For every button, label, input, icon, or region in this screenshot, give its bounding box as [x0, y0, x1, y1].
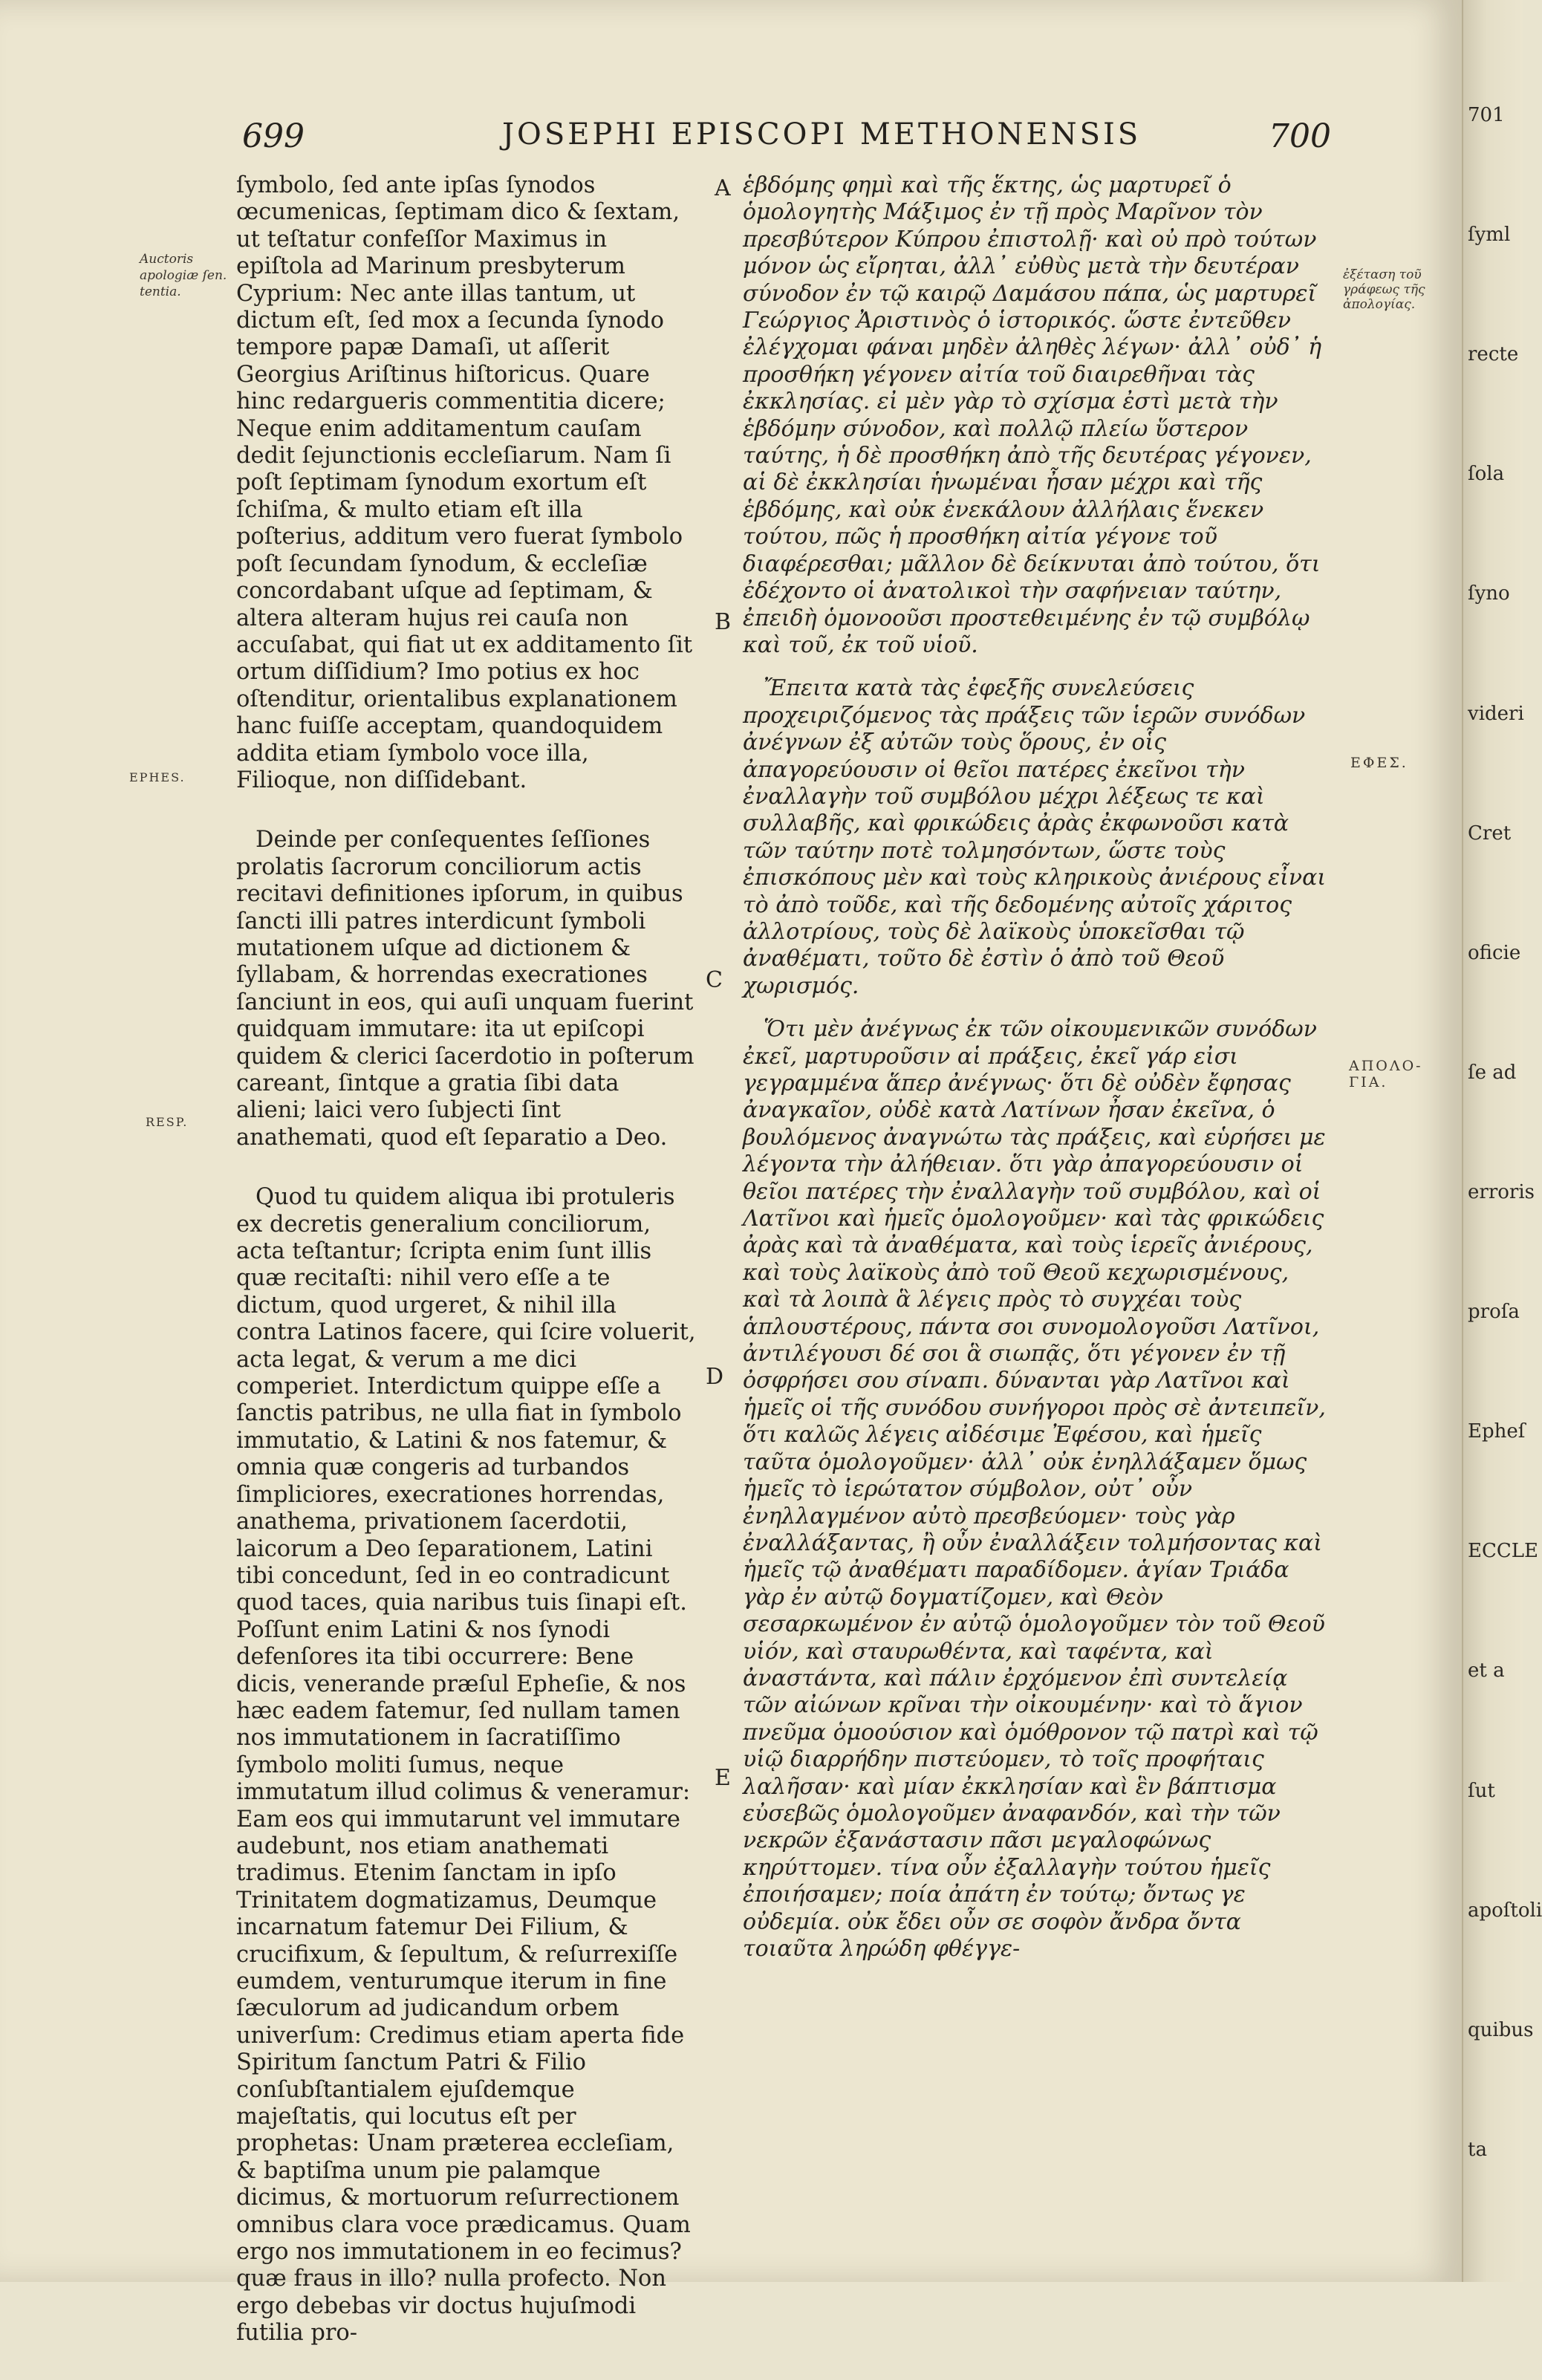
greek-paragraph-3: Ὅτι μὲν ἀνέγνως ἐκ τῶν οἰκουμενικῶν συνόδων ἐκεῖ, μαρτυροῦσιν αἱ πράξεις, ἐκεῖ γάρ εἰσι γεγραμμένα ἅπερ ἀνέγνως· ὅτι δὲ οὐδὲν ἔφησας ἀναγκαῖον, οὐδὲ κατὰ Λατίνων ἦσαν ἐκεῖνα, ὁ βουλόμενος ἀναγνώτω τὰς πράξεις, καὶ εὑρήσει με λέγοντα τὴν ἀλήθειαν. ὅτι γὰρ ἀπαγορεύουσιν οἱ θεῖοι πατέρες τὴν ἐναλλαγὴν τοῦ συμβόλου, καὶ οἱ Λατῖνοι καὶ ἡμεῖς ὁμολογοῦμεν· καὶ τὰς φρικώδεις ἀρὰς καὶ τὰ ἀναθέματα, καὶ τοὺς ἱερεῖς ἀνιέρους, καὶ τοὺς λαϊκοὺς ἀπὸ τοῦ Θεοῦ κεχωρισμένους, καὶ τὰ λοιπὰ ἃ λέγεις πρὸς τὸ συγχέαι τοὺς ἁπλουστέρους, πάντα σοι συνομολογοῦσι Λατῖνοι, ἀντιλέγουσι δέ σοι ἃ σιωπᾷς, ὅτι γέγονεν ἐν τῇ ὀσφρήσει σου σίναπι. δύνανται γὰρ Λατῖνοι καὶ ἡμεῖς οἱ τῆς συνόδου συνήγοροι πρὸς σὲ ἀντειπεῖν, ὅτι καλῶς λέγεις αἰδέσιμε Ἐφέσου, καὶ ἡμεῖς ταῦτα ὁμολογοῦμεν· ἀλλ᾽ οὐκ ἐνηλλάξαμεν ὅμως ἡμεῖς τὸ ἱερώτατον σύμβολον, οὐτ᾽ οὖν ἐνηλλαγμένον αὐτὸ πρεσβεύομεν· τοὺς γὰρ ἐναλλάξαντας, ἢ οὖν ἐναλλάξειν τολμήσοντας καὶ ἡμεῖς τῷ ἀναθέματι παραδίδομεν. ἁγίαν Τριάδα γὰρ ἐν αὐτῷ δογματίζομεν, καὶ Θεὸν σεσαρκωμένον ἐν αὐτῷ ὁμολογοῦμεν τὸν τοῦ Θεοῦ υἱόν, καὶ σταυρωθέντα, καὶ ταφέντα, καὶ ἀναστάντα, καὶ πάλιν ἐρχόμενον ἐπὶ συντελείᾳ τῶν αἰώνων κρῖναι τὴν οἰκουμένην· καὶ τὸ ἅγιον πνεῦμα ὁμοούσιον καὶ ὁμόθρονον τῷ πατρὶ καὶ τῷ υἱῷ διαρρήδην πιστεύομεν, τὸ τοῖς προφήταις λαλῆσαν· καὶ μίαν ἐκκλησίαν καὶ ἓν βάπτισμα εὐσεβῶς ὁμολογοῦμεν ἀναφανδόν, καὶ τὴν τῶν νεκρῶν ἐξανάστασιν πᾶσι μεγαλοφώνως κηρύττομεν. τίνα οὖν ἐξαλλαγὴν τούτου ἡμεῖς ἐποιήσαμεν; ποία ἀπάτη ἐν τούτῳ; ὄντως γε οὐδεμία. οὐκ ἔδει οὖν σε σοφὸν ἄνδρα ὄντα τοιαῦτα ληρώδη φθέγγε-	[743, 1016, 1326, 1962]
running-title: JOSEPHI EPISCOPI METHONENSIS	[502, 117, 1142, 152]
section-marker-b: B	[715, 609, 732, 635]
next-page-fragment: ſe ad	[1468, 1061, 1517, 1084]
next-page-fragment: erroris	[1468, 1181, 1535, 1203]
page-number-left: 699	[242, 117, 305, 155]
margin-note-auctoris: Auctoris apologiæ ſen. tentia.	[140, 252, 227, 299]
section-marker-e: E	[715, 1765, 731, 1791]
next-page-fragment: ſyml	[1468, 224, 1511, 247]
next-page-fragment: proſa	[1468, 1301, 1520, 1324]
latin-paragraph-2: Deinde per conſequentes ſeſſiones prolatis ſacrorum conciliorum actis recitavi definitiones ipſorum, in quibus ſancti illi patres interdicunt ſymboli mutationem uſque ad dictionem & ſyllabam, & horrendas execrationes ſanciunt in eos, qui auſi unquam fuerint quidquam immutare: ita ut epiſcopi quidem & clerici ſacerdotio in poſterum careant, ſintque a gratia ſibi data alieni; laici vero ſubjecti ſint anathemati, quod eſt ſeparatio a Deo.	[236, 827, 694, 1151]
section-marker-a: A	[715, 175, 731, 201]
next-page-fragment: apoſtoli	[1468, 1899, 1542, 1922]
section-marker-c: C	[706, 967, 723, 993]
next-page-fragment: oficie	[1468, 941, 1521, 964]
section-marker-d: D	[706, 1364, 724, 1390]
latin-paragraph-1: ſymbolo, ſed ante ipſas ſynodos œcumenicas, ſeptimam dico & ſextam, ut teſtatur confeſſor Maximus in epiſtola ad Marinum presbyterum Cyprium: Nec ante illas tantum, ut dictum eſt, ſed mox a ſecunda ſynodo tempore papæ Damaſi, ut aſſerit Georgius Ariſtinus hiſtoricus. Quare hinc redargueris commentitia dicere; Neque enim additamentum cauſam dedit ſejunctionis eccleſiarum. Nam ſi poſt ſeptimam ſynodum exortum eſt ſchiſma, & multo etiam eſt illa poſterius, additum vero fuerat ſymbolo poſt ſecundam ſynodum, & eccleſiæ concordabant uſque ad ſeptimam, & altera alteram hujus rei cauſa non accuſabat, qui fiat ut ex additamento ſit ortum diſſidium? Imo potius ex hoc oſtenditur, orientalibus explanationem hanc fuiſſe acceptam, quandoquidem addita etiam ſymbolo voce illa, Filioque, non diſſidebant.	[236, 172, 693, 793]
next-page-fragment: ECCLE	[1468, 1540, 1539, 1563]
right-margin-note-1: ἐξέταση τοῦ γράφεως τῆς ἀπολογίας.	[1343, 267, 1425, 312]
greek-paragraph-1: ἑβδόμης φημὶ καὶ τῆς ἕκτης, ὡς μαρτυρεῖ ὁ ὁμολογητὴς Μάξιμος ἐν τῇ πρὸς Μαρῖνον τὸν πρεσβύτερον Κύπρου ἐπιστολῇ· καὶ οὐ πρὸ τούτων μόνον ὡς εἴρηται, ἀλλ᾽ εὐθὺς μετὰ τὴν δευτέραν σύνοδον ἐν τῷ καιρῷ Δαμάσου πάπα, ὡς μαρτυρεῖ Γεώργιος Ἀριστινὸς ὁ ἱστορικός. ὥστε ἐντεῦθεν ἐλέγχομαι φάναι μηδὲν ἀληθὲς λέγων· ἀλλ᾽ οὐδ᾽ ἡ προσθήκη γέγονεν αἰτία τοῦ διαιρεθῆναι τὰς ἐκκλησίας. εἰ μὲν γὰρ τὸ σχίσμα ἐστὶ μετὰ τὴν ἑβδόμην σύνοδον, καὶ πολλῷ πλείω ὕστερον ταύτης, ἡ δὲ προσθήκη ἀπὸ τῆς δευτέρας γέγονεν, αἱ δὲ ἐκκλησίαι ἡνωμέναι ἦσαν μέχρι καὶ τῆς ἑβδόμης, καὶ οὐκ ἐνεκάλουν ἀλλήλαις ἕνεκεν τούτου, πῶς ἡ προσθήκη αἰτία γέγονε τοῦ διαφέρεσθαι; μᾶλλον δὲ δείκνυται ἀπὸ τούτου, ὅτι ἐδέχοντο οἱ ἀνατολικοὶ τὴν σαφήνειαν ταύτην, ἐπειδὴ ὁμονοοῦσι προστεθειμένης ἐν τῷ συμβόλῳ καὶ τοῦ, ἐκ τοῦ υἱοῦ.	[743, 172, 1322, 658]
next-page-fragment: Cret	[1468, 822, 1512, 845]
next-page-fragment: Epheſ	[1468, 1420, 1526, 1443]
next-page-fragment: ſyno	[1468, 582, 1510, 605]
next-page-fragment: videri	[1468, 702, 1524, 725]
right-margin-label-apologia: ΑΠΟΛΟ-ΓΙΑ.	[1349, 1058, 1423, 1090]
next-page-fragment: quibus	[1468, 2018, 1534, 2041]
latin-column	[236, 172, 697, 2380]
greek-column	[743, 172, 1330, 1979]
page-number-right: 700	[1269, 117, 1331, 155]
margin-note-ephes: EPHES.	[129, 770, 186, 784]
next-page-fragment: et a	[1468, 1659, 1505, 1682]
next-page-edge	[1462, 0, 1542, 2282]
next-page-fragment: ſut	[1468, 1779, 1495, 1802]
next-page-fragment: ta	[1468, 2138, 1487, 2161]
next-page-fragment: ſola	[1468, 463, 1505, 486]
margin-note-resp: RESP.	[146, 1115, 189, 1129]
next-page-fragment: 701	[1468, 104, 1505, 126]
next-page-fragment: recte	[1468, 343, 1519, 366]
greek-paragraph-2: Ἔπειτα κατὰ τὰς ἐφεξῆς συνελεύσεις προχειριζόμενος τὰς πράξεις τῶν ἱερῶν συνόδων ἀνέγνων ἐξ αὐτῶν τοὺς ὅρους, ἐν οἷς ἀπαγορεύουσιν οἱ θεῖοι πατέρες ἐκεῖνοι τὴν ἐναλλαγὴν τοῦ συμβόλου μέχρι λέξεως τε καὶ συλλαβῆς, καὶ φρικώδεις ἀρὰς ἐκφωνοῦσι κατὰ τῶν ταύτην ποτὲ τολμησόντων, ὥστε τοὺς ἐπισκόπους μὲν καὶ τοὺς κληρικοὺς ἀνιέρους εἶναι τὸ ἀπὸ τοῦδε, καὶ τῆς δεδομένης αὐτοῖς χάριτος ἀλλοτρίους, τοὺς δὲ λαϊκοὺς ὑποκεῖσθαι τῷ ἀναθέματι, τοῦτο δὲ ἐστὶν ὁ ἀπὸ τοῦ Θεοῦ χωρισμός.	[743, 675, 1327, 999]
column-gutter	[707, 172, 708, 2104]
right-margin-label-ephes: ΕΦΕΣ.	[1350, 755, 1408, 771]
latin-paragraph-3: Quod tu quidem aliqua ibi protuleris ex decretis generalium conciliorum, acta teſtantur; ſcripta enim ſunt illis quæ recitaſti: nihil vero eſſe a te dictum, quod urgeret, & nihil illa contra Latinos facere, qui ſcire voluerit, acta legat, & verum a me dici comperiet. Interdictum quippe eſſe a ſanctis patribus, ne ulla fiat in ſymbolo immutatio, & Latini & nos fatemur, & omnia quæ congeris ad turbandos ſimpliciores, execrationes horrendas, anathema, privationem ſacerdotii, laicorum a Deo ſeparationem, Latini tibi concedunt, ſed in eo contradicunt quod taces, quia naribus tuis ſinapi eſt. Poſſunt enim Latini & nos ſynodi defenſores ita tibi occurrere: Bene dicis, venerande præſul Epheſie, & nos hæc eadem fatemur, ſed nullam tamen nos immutationem in ſacratiſſimo ſymbolo moliti ſumus, neque immutatum illud colimus & veneramur: Eam eos qui immutarunt vel immutare audebunt, nos etiam anathemati tradimus. Etenim ſanctam in ipſo Trinitatem dogmatizamus, Deumque incarnatum fatemur Dei Filium, & crucifixum, & ſepultum, & reſurrexiſſe eumdem, venturumque iterum in fine ſæculorum ad judicandum orbem univerſum: Credimus etiam aperta fide Spiritum ſanctum Patri & Filio conſubſtantialem ejuſdemque majeſtatis, qui locutus eſt per prophetas: Unam præterea eccleſiam, & baptiſma unum pie palamque dicimus, & mortuorum reſurrectionem omnibus clara voce prædicamus. Quam ergo nos immutationem in eo fecimus? quæ fraus in illo? nulla profecto. Non ergo debebas vir doctus hujuſmodi futilia pro-	[236, 1184, 696, 2347]
